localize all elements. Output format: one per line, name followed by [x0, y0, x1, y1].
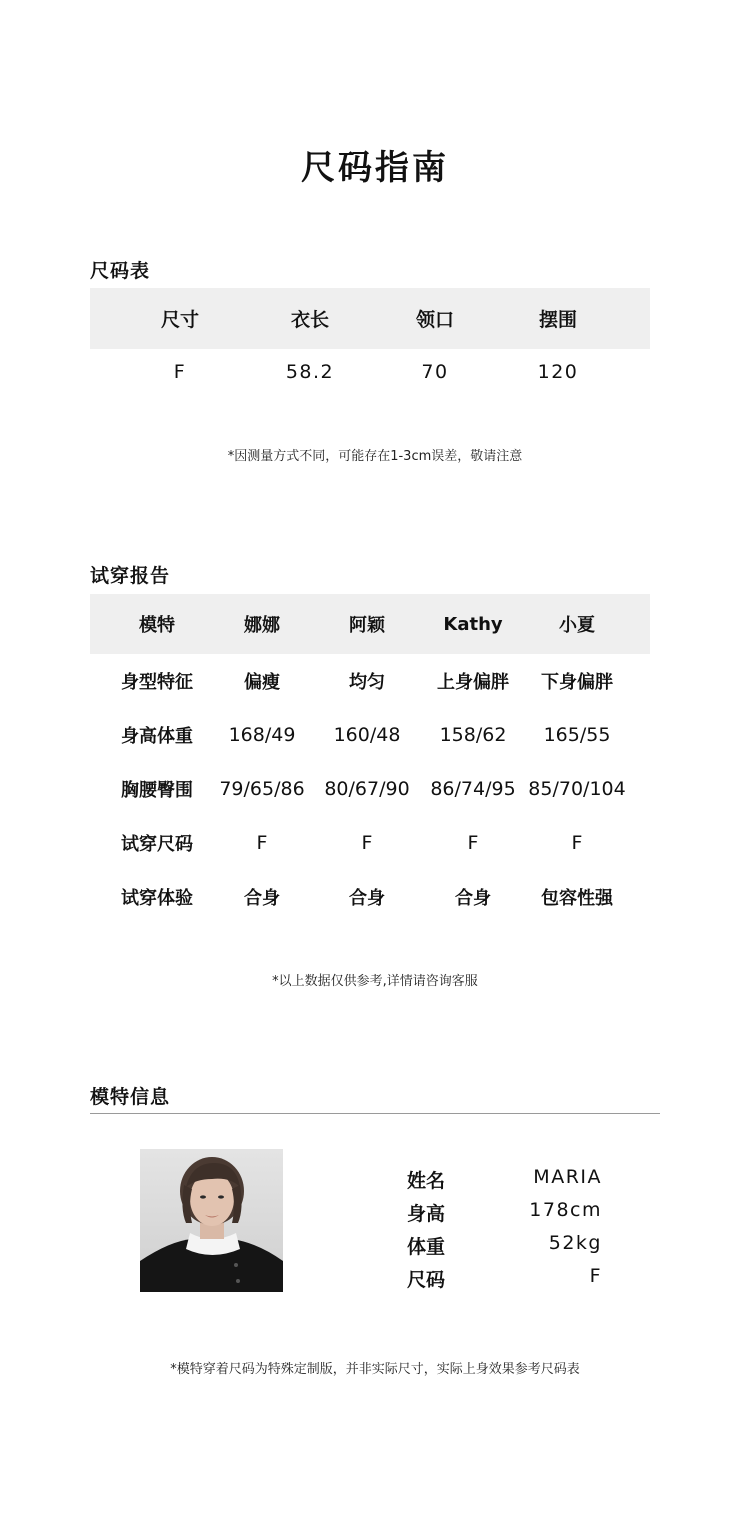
fit-header-cell: 阿颖: [349, 615, 385, 636]
fit-row-label: 胸腰臀围: [121, 780, 193, 801]
fit-row-label: 试穿尺码: [121, 834, 193, 855]
fit-cell: 168/49: [228, 724, 296, 746]
model-info-title: 模特信息: [90, 1086, 171, 1108]
section-divider: [90, 1113, 660, 1114]
fit-cell: 合身: [244, 888, 280, 909]
fit-cell: F: [361, 832, 373, 854]
page-title: 尺码指南: [301, 148, 449, 188]
fit-table-header-row: [90, 594, 650, 654]
fit-cell: F: [467, 832, 479, 854]
model-field-label: 身高: [407, 1203, 446, 1225]
model-field-value: F: [589, 1265, 602, 1287]
model-photo: [140, 1149, 283, 1292]
size-table-row: [90, 349, 650, 395]
fit-note: *以上数据仅供参考,详情请咨询客服: [272, 974, 478, 989]
fit-cell: 158/62: [439, 724, 507, 746]
fit-cell: 合身: [349, 888, 385, 909]
model-field-label: 姓名: [407, 1170, 446, 1192]
fit-cell: 偏瘦: [244, 672, 280, 693]
fit-cell: 包容性强: [541, 888, 613, 909]
size-header-cell: 衣长: [290, 309, 329, 331]
fit-table-row: [90, 708, 650, 762]
fit-table-row: [90, 654, 650, 708]
size-note: *因测量方式不同，可能存在1-3cm误差，敬请注意: [227, 449, 523, 464]
fit-table-row: [90, 870, 650, 924]
fit-table-row: [90, 762, 650, 816]
size-table-title: 尺码表: [90, 260, 151, 282]
model-field-value: 178cm: [529, 1199, 602, 1221]
fit-cell: 160/48: [333, 724, 401, 746]
fit-row-label: 试穿体验: [121, 888, 193, 909]
fit-report-title: 试穿报告: [90, 565, 171, 587]
fit-report-table: [90, 594, 650, 924]
fit-header-cell: 模特: [139, 615, 175, 636]
size-cell: 120: [537, 361, 579, 383]
fit-cell: 均匀: [349, 672, 385, 693]
size-table: [90, 288, 650, 395]
model-field-value: MARIA: [533, 1166, 602, 1188]
fit-cell: 下身偏胖: [541, 672, 613, 693]
fit-header-cell: Kathy: [443, 613, 503, 635]
fit-cell: F: [256, 832, 268, 854]
model-field-label: 体重: [407, 1236, 446, 1258]
fit-cell: 86/74/95: [430, 778, 516, 800]
fit-header-cell: 小夏: [559, 615, 595, 636]
size-cell: F: [173, 361, 187, 383]
fit-cell: 80/67/90: [324, 778, 410, 800]
model-field-value: 52kg: [548, 1232, 602, 1254]
model-note: *模特穿着尺码为特殊定制版，并非实际尺寸，实际上身效果参考尺码表: [170, 1362, 580, 1377]
fit-cell: 85/70/104: [528, 778, 626, 800]
model-field-label: 尺码: [407, 1269, 446, 1291]
size-header-cell: 尺寸: [160, 309, 199, 331]
fit-row-label: 身型特征: [121, 672, 193, 693]
fit-cell: 79/65/86: [219, 778, 305, 800]
size-header-cell: 领口: [415, 309, 454, 331]
size-cell: 58.2: [285, 361, 335, 383]
fit-cell: 上身偏胖: [437, 672, 509, 693]
fit-table-row: [90, 816, 650, 870]
size-header-cell: 摆围: [538, 309, 577, 331]
fit-cell: 165/55: [543, 724, 611, 746]
fit-row-label: 身高体重: [121, 726, 193, 747]
size-cell: 70: [421, 361, 449, 383]
fit-cell: F: [571, 832, 583, 854]
fit-cell: 合身: [455, 888, 491, 909]
size-table-header-row: [90, 288, 650, 349]
fit-header-cell: 娜娜: [244, 615, 280, 636]
